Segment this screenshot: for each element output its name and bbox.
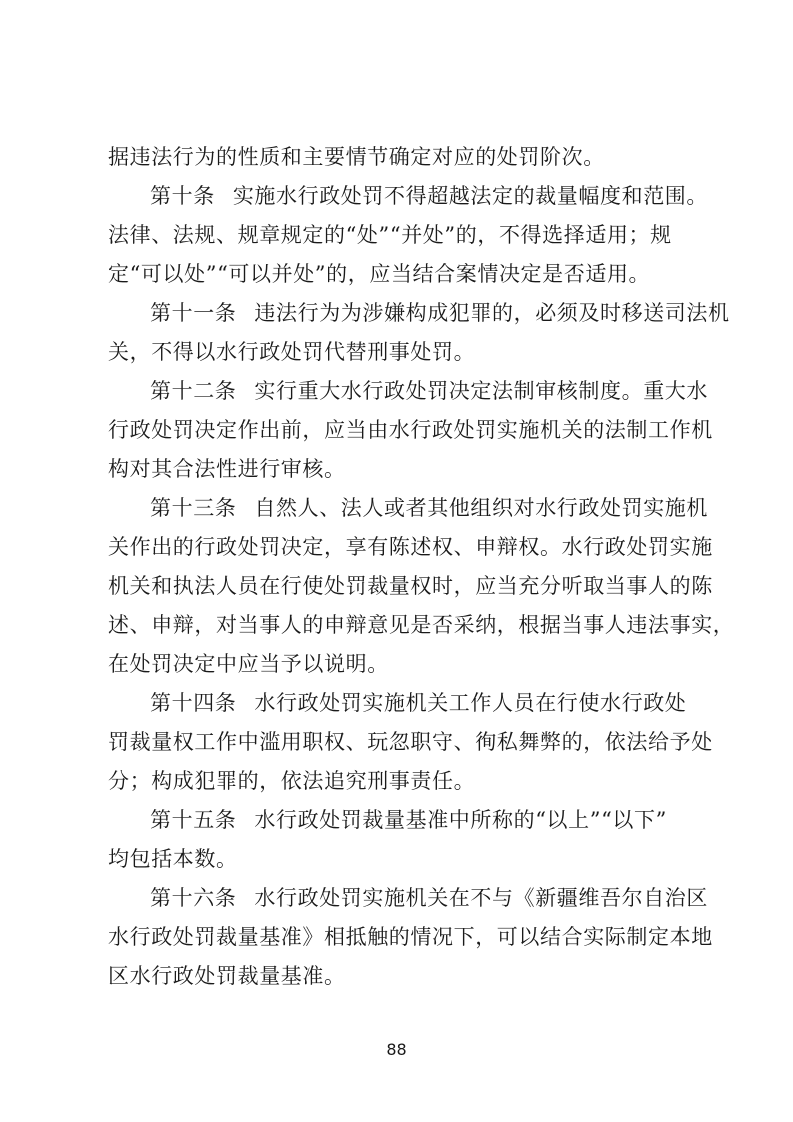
text-line <box>108 259 708 289</box>
text-line <box>108 766 708 796</box>
text-line <box>108 532 713 562</box>
text-line <box>108 844 708 874</box>
text-line <box>108 649 708 679</box>
article-13-first-line <box>150 493 710 523</box>
line-text: 违法行为为涉嫌构成犯罪的，必须及时移送司法机 <box>254 301 730 325</box>
article-10-title: 第十条 <box>150 184 215 208</box>
line-text: 自然人、法人或者其他组织对水行政处罚实施机 <box>254 496 709 520</box>
line-text: 在处罚决定中应当予以说明。 <box>108 652 389 676</box>
text-line <box>108 727 713 757</box>
line-text: 水行政处罚裁量基准》相抵触的情况下，可以结合实际制定本地 <box>108 925 713 949</box>
text-line <box>108 142 708 172</box>
text-line <box>108 610 735 640</box>
text-line <box>108 922 713 952</box>
line-text: 法律、法规、规章规定的“处”“并处”的，不得选择适用；规 <box>108 223 672 247</box>
line-text: 实施水行政处罚不得超越法定的裁量幅度和范围。 <box>232 184 709 208</box>
line-text: 述、申辩，对当事人的申辩意见是否采纳，根据当事人违法事实， <box>108 613 735 637</box>
line-text: 均包括本数。 <box>108 847 238 871</box>
article-12-title: 第十二条 <box>150 379 237 403</box>
line-text: 定“可以处”“可以并处”的，应当结合案情决定是否适用。 <box>108 262 651 286</box>
text-line <box>108 415 713 445</box>
line-text: 据违法行为的性质和主要情节确定对应的处罚阶次。 <box>108 145 605 169</box>
article-16-title: 第十六条 <box>150 886 237 910</box>
article-14-first-line <box>150 688 710 718</box>
line-text: 区水行政处罚裁量基准。 <box>108 964 346 988</box>
article-10-first-line <box>150 181 710 211</box>
article-13-title: 第十三条 <box>150 496 237 520</box>
article-15-title: 第十五条 <box>150 808 237 832</box>
page-number: 88 <box>386 1040 407 1059</box>
line-text: 机关和执法人员在行使处罚裁量权时，应当充分听取当事人的陈 <box>108 574 713 598</box>
article-11-first-line <box>150 298 730 328</box>
line-text: 构对其合法性进行审核。 <box>108 457 346 481</box>
article-15-first-line <box>150 805 710 835</box>
text-line <box>108 571 713 601</box>
text-line <box>108 454 708 484</box>
line-text: 实行重大水行政处罚决定法制审核制度。重大水 <box>254 379 709 403</box>
text-line <box>108 220 708 250</box>
article-16-first-line <box>150 883 710 913</box>
line-text: 关，不得以水行政处罚代替刑事处罚。 <box>108 340 476 364</box>
text-line <box>108 337 708 367</box>
line-text: 分；构成犯罪的，依法追究刑事责任。 <box>108 769 476 793</box>
line-text: 关作出的行政处罚决定，享有陈述权、申辩权。水行政处罚实施 <box>108 535 713 559</box>
article-11-title: 第十一条 <box>150 301 237 325</box>
line-text: 行政处罚决定作出前，应当由水行政处罚实施机关的法制工作机 <box>108 418 713 442</box>
line-text: 水行政处罚裁量基准中所称的“以上”“以下” <box>254 808 667 832</box>
text-line <box>108 961 708 991</box>
line-text: 罚裁量权工作中滥用职权、玩忽职守、徇私舞弊的，依法给予处 <box>108 730 713 754</box>
line-text: 水行政处罚实施机关在不与《新疆维吾尔自治区 <box>254 886 709 910</box>
article-12-first-line <box>150 376 710 406</box>
article-14-title: 第十四条 <box>150 691 237 715</box>
line-text: 水行政处罚实施机关工作人员在行使水行政处 <box>254 691 687 715</box>
